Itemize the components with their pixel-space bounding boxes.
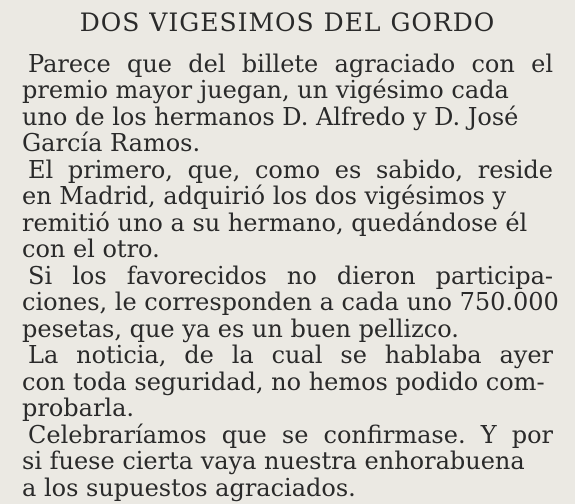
paragraph-1-line-2: premio mayor juegan, un vigésimo cada: [22, 76, 509, 104]
paragraph-1-line-3: uno de los hermanos D. Alfredo y D. José: [22, 103, 519, 131]
paragraph-2-line-2: en Madrid, adquirió los dos vigésimos y: [22, 182, 507, 210]
article-headline: DOS VIGESIMOS DEL GORDO: [79, 8, 496, 37]
paragraph-3-line-3: pesetas, que ya es un buen pellizco.: [22, 315, 459, 343]
paragraph-2-line-4: con el otro.: [22, 235, 160, 263]
paragraph-3-line-2: ciones, le corresponden a cada uno 750.000: [22, 288, 559, 316]
paragraph-2-line-3: remitió uno a su hermano, quedándose él: [22, 209, 528, 237]
paragraph-4-line-2: con toda seguridad, no hemos podido com-: [22, 368, 545, 396]
paragraph-1-line-1: Parece que del billete agraciado con el: [28, 50, 553, 78]
paragraph-5-line-2: si fuese cierta vaya nuestra enhorabuena: [22, 447, 525, 475]
paragraph-4-line-3: probarla.: [22, 394, 135, 422]
paragraph-2-line-1: El primero, que, como es sabido, reside: [28, 156, 553, 184]
paragraph-3-line-1: Si los favorecidos no dieron participa-: [28, 262, 553, 290]
paragraph-4-line-1: La noticia, de la cual se hablaba ayer: [28, 341, 553, 369]
paragraph-1-line-4: García Ramos.: [22, 129, 201, 157]
paragraph-5-line-1: Celebraríamos que se confirmase. Y por: [28, 421, 553, 449]
paragraph-5-line-3: a los supuestos agraciados.: [22, 474, 356, 502]
